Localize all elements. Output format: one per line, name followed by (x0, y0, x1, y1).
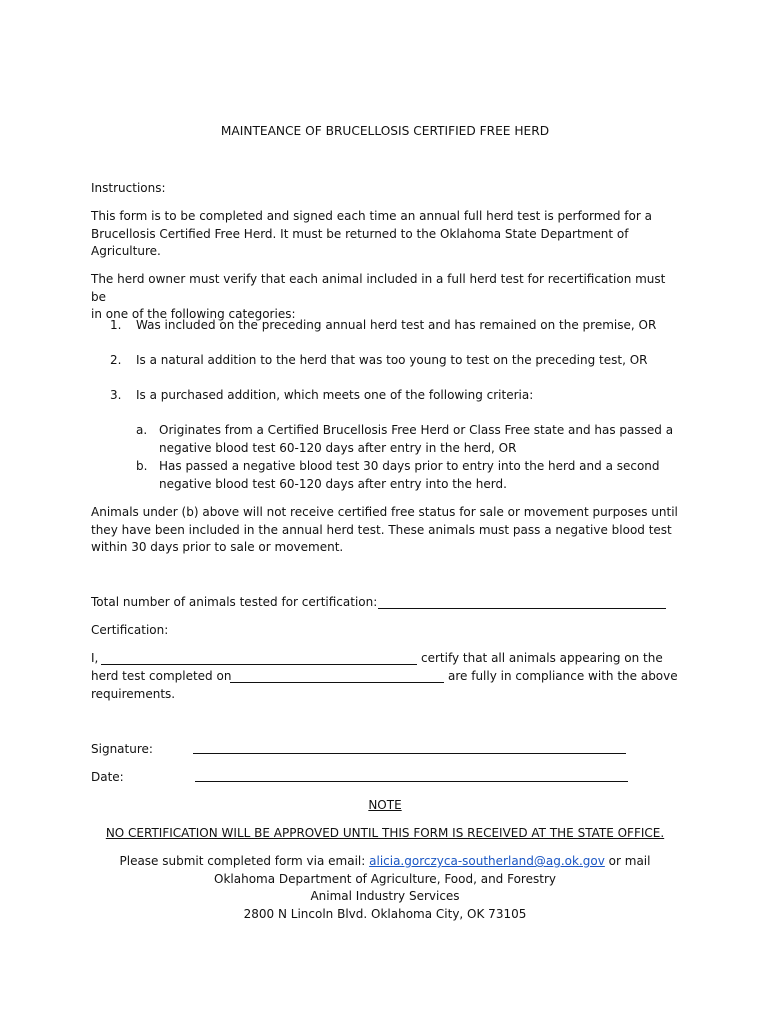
requirements-text: requirements. (91, 687, 176, 701)
signature-label: Signature: (91, 742, 153, 756)
address-line: 2800 N Lincoln Blvd. Oklahoma City, OK 73105 (243, 907, 527, 921)
total-animals-field[interactable] (378, 608, 666, 609)
instructions-paragraph-2 (91, 271, 681, 324)
total-animals-label: Total number of animals tested for certification: (91, 595, 378, 609)
movement-note-paragraph (91, 504, 681, 557)
document-title: MAINTEANCE OF BRUCELLOSIS CERTIFIED FREE HERD (220, 124, 550, 138)
date-label: Date: (91, 770, 124, 784)
note-heading: NOTE (368, 798, 402, 812)
criteria-letter: a. (136, 423, 148, 437)
criteria-line: negative blood test 60-120 days after entry into the herd. (159, 476, 507, 491)
email-link[interactable]: alicia.gorczyca-southerland@ag.ok.gov (369, 854, 605, 868)
category-number: 1. (110, 318, 122, 332)
paragraph-line: within 30 days prior to sale or movement. (91, 540, 344, 554)
category-text: Is a purchased addition, which meets one of the following criteria: (136, 388, 534, 402)
paragraph-line: in one of the following categories: (91, 307, 296, 321)
submit-suffix: or mail (608, 854, 651, 868)
address-line: Oklahoma Department of Agriculture, Food, and Forestry (214, 872, 556, 886)
instructions-heading: Instructions: (91, 181, 166, 195)
address-line: Animal Industry Services (310, 889, 460, 903)
certify-statement: certify that all animals appearing on the (421, 651, 663, 665)
certification-heading: Certification: (91, 623, 169, 637)
herd-test-date-field[interactable] (230, 682, 444, 683)
category-text: Was included on the preceding annual herd test and has remained on the premise, OR (136, 318, 657, 332)
paragraph-line: This form is to be completed and signed each time an annual full herd test is performed for a (91, 209, 652, 223)
paragraph-line: The herd owner must verify that each animal included in a full herd test for recertification must be (91, 272, 666, 304)
category-number: 2. (110, 353, 122, 367)
paragraph-line: they have been included in the annual herd test. These animals must pass a negative blood test (91, 522, 672, 537)
category-text: Is a natural addition to the herd that was too young to test on the preceding test, OR (136, 353, 648, 367)
paragraph-line: Animals under (b) above will not receive certified free status for sale or movement purposes until (91, 505, 678, 519)
signature-field[interactable] (193, 753, 626, 754)
paragraph-line: Brucellosis Certified Free Herd. It must be returned to the Oklahoma State Department of (91, 226, 629, 241)
criteria-text (159, 458, 684, 493)
criteria-line: Has passed a negative blood test 30 days prior to entry into the herd and a second (159, 459, 660, 473)
criteria-line: negative blood test 60-120 days after entry in the herd, OR (159, 440, 517, 455)
certify-prefix: I, (91, 651, 99, 665)
herd-test-label: herd test completed on (91, 669, 232, 683)
date-field[interactable] (195, 781, 628, 782)
criteria-line: Originates from a Certified Brucellosis Free Herd or Class Free state and has passed a (159, 423, 674, 437)
paragraph-line: Agriculture. (91, 244, 161, 258)
submit-instructions (0, 853, 770, 871)
category-number: 3. (110, 388, 122, 402)
name-field[interactable] (101, 664, 417, 665)
compliance-text: are fully in compliance with the above (448, 669, 678, 683)
submit-prefix: Please submit completed form via email: (119, 854, 366, 868)
criteria-letter: b. (136, 459, 148, 473)
criteria-text (159, 422, 684, 457)
warning-text: NO CERTIFICATION WILL BE APPROVED UNTIL THIS FORM IS RECEIVED AT THE STATE OFFICE. (105, 826, 665, 840)
instructions-paragraph-1 (91, 208, 681, 261)
